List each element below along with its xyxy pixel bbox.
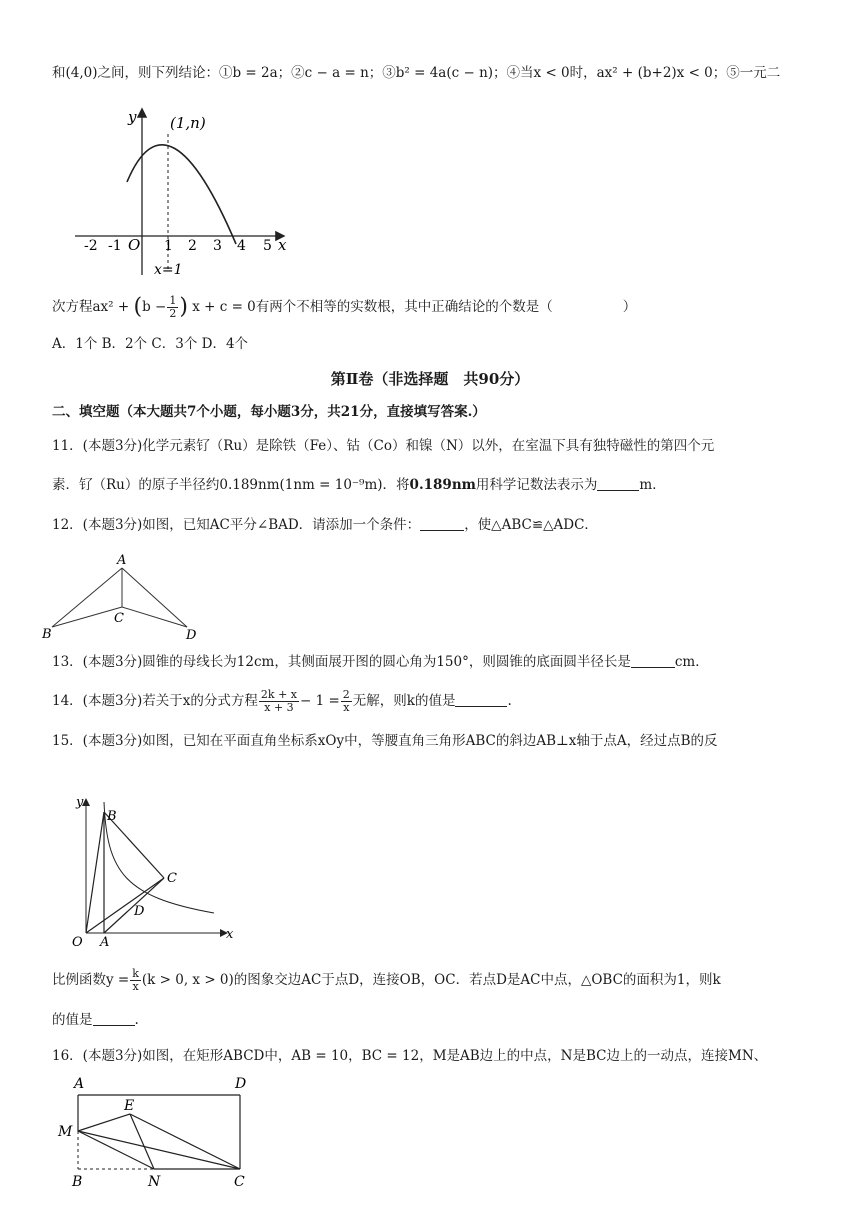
q12-figure bbox=[38, 552, 218, 642]
svg-text:C: C bbox=[234, 1174, 245, 1190]
tick-minus1: -1 bbox=[108, 238, 122, 254]
q15-line3: 的值是 . bbox=[52, 1012, 139, 1028]
q16-line1: 16．(本题3分)如图，在矩形ABCD中，AB = 10，BC = 12，M是AB边上的中点，N是BC边上的一动点，连接MN、 bbox=[52, 1048, 768, 1064]
section-heading: 第Ⅱ卷（非选择题 共90分） bbox=[330, 370, 530, 388]
q13-answer-blank bbox=[631, 653, 675, 668]
svg-text:D: D bbox=[134, 904, 145, 919]
tick-5: 5 bbox=[263, 238, 272, 254]
q12-answer-blank bbox=[420, 516, 464, 531]
q12-text: 12．(本题3分)如图，已知AC平分∠BAD．请添加一个条件： ，使△ABC≌△ADC． bbox=[52, 517, 598, 533]
symmetry-axis-label: x=1 bbox=[154, 262, 183, 278]
q14-answer-blank bbox=[455, 692, 507, 707]
svg-text:D: D bbox=[235, 1076, 247, 1092]
tick-2: 2 bbox=[188, 238, 197, 254]
svg-text:A: A bbox=[100, 935, 110, 950]
svg-text:C: C bbox=[114, 611, 124, 626]
svg-text:M: M bbox=[58, 1124, 73, 1140]
q15-line1: 15．(本题3分)如图，已知在平面直角坐标系xOy中，等腰直角三角形ABC的斜边AB⊥x轴于点A，经过点B的反 bbox=[52, 733, 718, 749]
svg-text:O: O bbox=[72, 935, 83, 950]
tick-3: 3 bbox=[213, 238, 222, 254]
origin-label: O bbox=[128, 236, 141, 254]
q11-line2: 素．钌（Ru）的原子半径约0.189nm(1nm = 10⁻⁹m)．将0.189nm用科学记数法表示为 m． bbox=[52, 477, 666, 493]
svg-text:y: y bbox=[76, 795, 84, 810]
q11-line1: 11．(本题3分)化学元素钌（Ru）是除铁（Fe）、钴（Co）和镍（N）以外，在室温下具有独特磁性的第四个元 bbox=[52, 438, 715, 454]
svg-text:A: A bbox=[117, 553, 127, 568]
q15-line2: 比例函数y = $\frac{k}{x}$ (k > 0, x > 0)的图象交边AC于点D，连接OB，OC．若点D是AC中点，△OBC的面积为1，则k bbox=[52, 967, 721, 993]
svg-text:N: N bbox=[148, 1174, 161, 1190]
svg-text:E: E bbox=[124, 1098, 135, 1114]
q10-line1: 和(4,0)之间，则下列结论：①b = 2a；②c − a = n；③b² = 4a(c − n)；④当x < 0时，ax² + (b+2)x < 0；⑤一元二 bbox=[52, 65, 781, 81]
svg-text:A: A bbox=[74, 1076, 85, 1092]
svg-text:D: D bbox=[186, 628, 197, 643]
section-subheading: 二、填空题（本大题共7个小题，每小题3分，共21分，直接填写答案.） bbox=[52, 404, 486, 420]
tick-1: 1 bbox=[164, 238, 173, 254]
tick-4: 4 bbox=[237, 238, 246, 254]
q11-answer-blank bbox=[597, 476, 639, 491]
q15-figure bbox=[64, 792, 244, 952]
q10-parabola-graph bbox=[70, 100, 300, 280]
q14-text: 14．(本题3分)若关于x的分式方程 $\frac{2k + x}{x + 3}$ − 1 = $\frac{2}{x}$ 无解，则k的值是 . bbox=[52, 688, 512, 714]
svg-text:B: B bbox=[107, 809, 117, 824]
x-axis-label: x bbox=[278, 236, 287, 254]
svg-text:C: C bbox=[167, 871, 177, 886]
vertex-label: (1,n) bbox=[170, 114, 206, 132]
svg-text:B: B bbox=[42, 627, 52, 642]
tick-minus2: -2 bbox=[84, 238, 98, 254]
q15-answer-blank bbox=[93, 1011, 135, 1026]
y-axis-label: y bbox=[128, 108, 137, 126]
q13-text: 13．(本题3分)圆锥的母线长为12cm，其侧面展开图的圆心角为150°，则圆锥的底面圆半径长是 cm． bbox=[52, 654, 709, 670]
svg-text:B: B bbox=[72, 1174, 83, 1190]
q10-line2: 次方程ax² + (b − $\frac{1}{2}$ ) x + c = 0有两个不相等的实数根，其中正确结论的个数是（ ） bbox=[52, 294, 637, 320]
svg-text:x: x bbox=[226, 927, 234, 942]
q16-figure bbox=[54, 1074, 264, 1192]
q10-options: A．1个 B．2个 C．3个 D．4个 bbox=[52, 336, 249, 352]
